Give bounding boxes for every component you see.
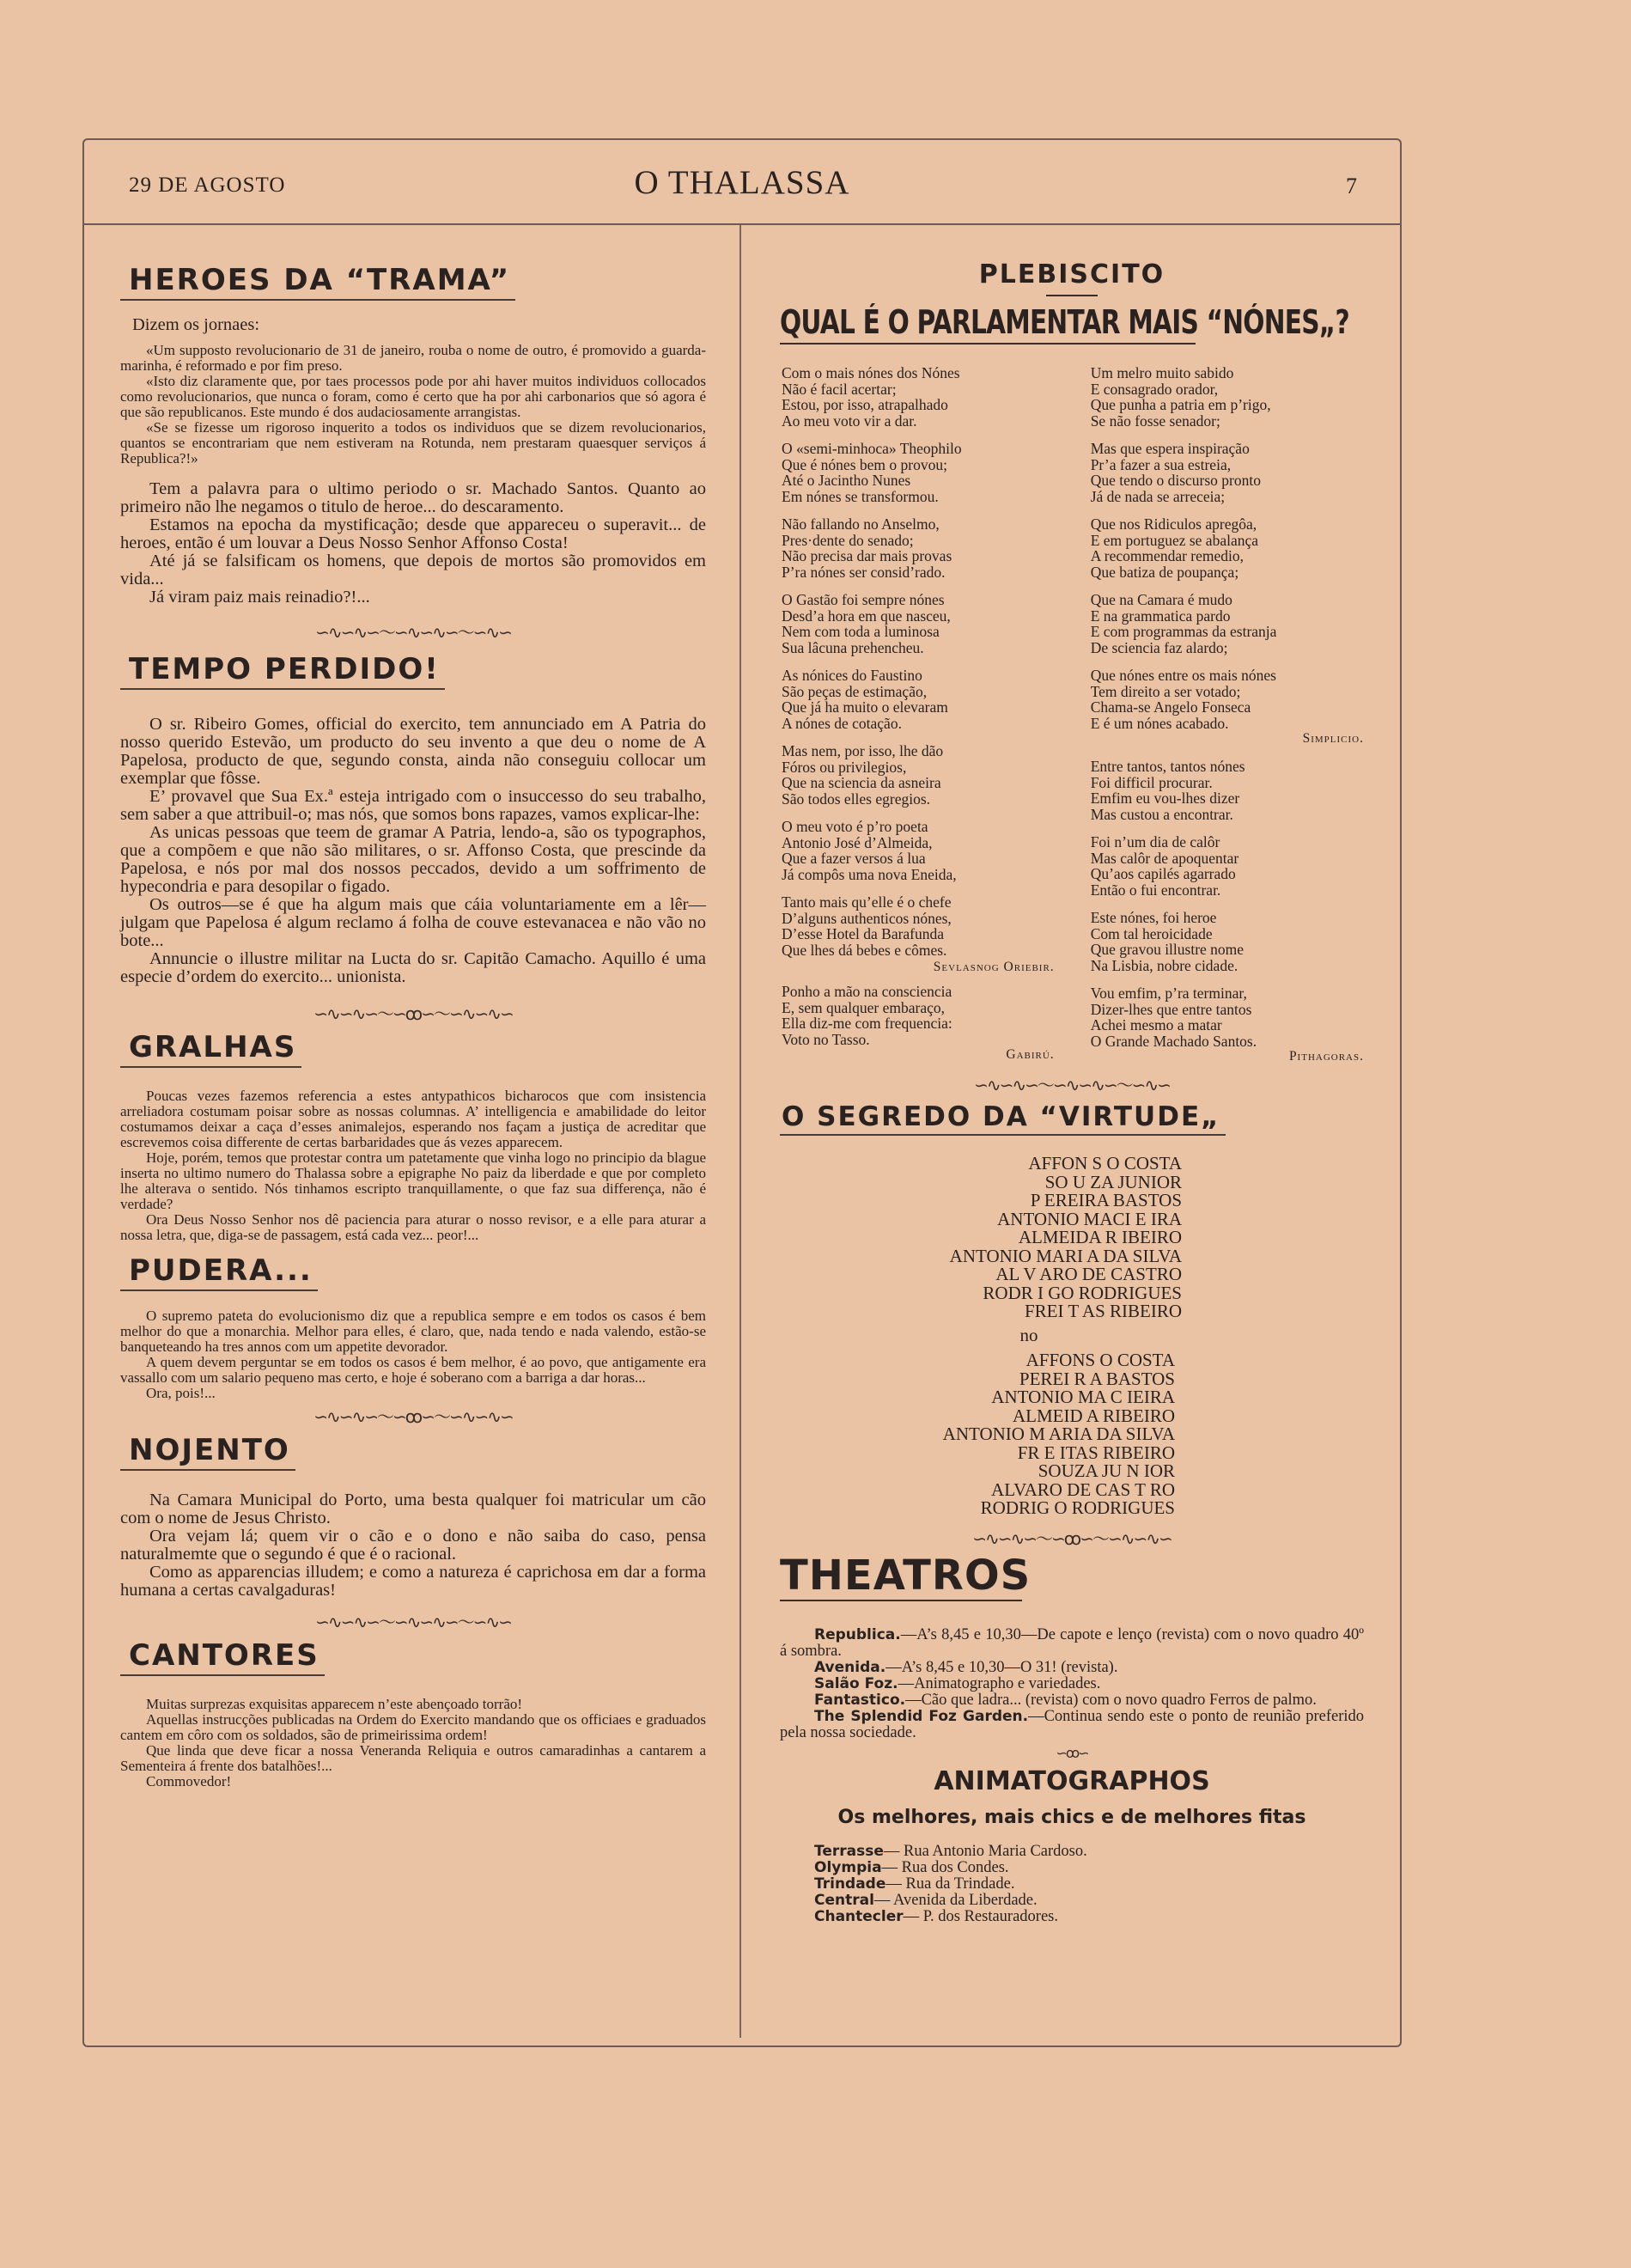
- theatre-info: —Cão que ladra... (revista) com o novo quadro Ferros de palmo.: [905, 1691, 1317, 1709]
- theatre-item: [780, 1709, 1364, 1741]
- theatre-info: —A’s 8,45 e 10,30—O 31! (revista).: [885, 1658, 1118, 1676]
- segredo-line: P EREIRA BASTOS: [1030, 1190, 1182, 1210]
- segredo-line: ANTONIO MA C IEIRA: [991, 1387, 1175, 1407]
- theatre-item: [780, 1676, 1364, 1692]
- rule: [1046, 295, 1098, 296]
- ornament-divider: ∽∿∽∿∽〜∽ꝏ∽〜∽∿∽∿∽: [313, 1003, 513, 1024]
- segredo-list2: [780, 1351, 1364, 1518]
- page-number: 7: [1346, 174, 1357, 198]
- segredo-line: ALMEIDA R IBEIRO: [1018, 1227, 1182, 1247]
- cinema-name: Central: [814, 1891, 874, 1909]
- newspaper-title: O THALASSA: [634, 164, 850, 201]
- body-paragraph: Como as apparencias illudem; e como a natureza é caprichosa em dar a forma humana a certas cavalgaduras!: [120, 1563, 706, 1600]
- section-nojento: [120, 1433, 706, 1600]
- stanza: Vou emfim, p’ra terminar, Dizer-lhes que entre tantos Achei mesmo a matar O Grande Machado Santos.: [1090, 985, 1257, 1050]
- section-segredo: [780, 1101, 1364, 1518]
- nojento-title: NOJENTO: [120, 1433, 295, 1471]
- section-heroes: [120, 263, 706, 607]
- heroes-quote: [120, 343, 706, 466]
- ornament-divider: ∽∿∽∿∽〜∽ꝏ∽〜∽∿∽∿∽: [972, 1527, 1172, 1549]
- quote-paragraph: «Se se fizesse um rigoroso inquerito a todos os individuos que se dizem revolucionarios, quantos se encontrariam que nem estiveram na Rotunda, nem prestaram quaesquer serviços á Republica?!»: [120, 419, 706, 466]
- stanza: Mas que espera inspiração Pr’a fazer a sua estreia, Que tendo o discurso pronto Já de nada se arreceia;: [1090, 440, 1261, 505]
- poem-column-left: [780, 365, 1080, 1064]
- tempo-body: [120, 716, 706, 986]
- segredo-line: FREI T AS RIBEIRO: [1024, 1301, 1182, 1321]
- theatre-name: Fantastico.: [814, 1691, 906, 1709]
- theatros-title: THEATROS: [780, 1551, 1032, 1600]
- segredo-no: no: [1019, 1324, 1038, 1345]
- signature: Pithagoras.: [1288, 1049, 1364, 1064]
- stanza: Foi n’um dia de calôr Mas calôr de apoquentar Qu’aos capilés agarrado Então o fui encontrar.: [1090, 833, 1239, 899]
- segredo-line: ALVARO DE CAS T RO: [991, 1478, 1175, 1500]
- theatre-item: [780, 1660, 1364, 1676]
- segredo-title: O SEGREDO DA “VIRTUDE„: [780, 1101, 1226, 1136]
- ornament-divider: ∽∿∽∿∽〜∽∿∽∿∽〜∽∿∽: [974, 1075, 1170, 1095]
- body-paragraph: Poucas vezes fazemos referencia a estes antypathicos bicharocos que com insistencia arreliadora costumam poisar sobre as nossas columnas. A’ intelligencia e amabilidade do leitor costumamos deixar a caça d’esses animalejos, esperando nos façam a justiça de acreditar que escrevemos coisa differente de certas barbaridades que ás vezes apparecem.: [120, 1088, 706, 1150]
- section-animatographos: [780, 1766, 1364, 1925]
- ornament-divider: ∽∿∽∿∽〜∽ꝏ∽〜∽∿∽∿∽: [313, 1406, 513, 1427]
- cinema-item: [814, 1909, 1364, 1925]
- body-paragraph: O supremo pateta do evolucionismo diz que a republica sempre e em todos os casos é bem melhor do que a monarchia. Melhor para elles, é claro, que, nada tendo e nada valendo, estão-se banqueteando ha tres annos com um appetite devorador.: [120, 1308, 706, 1355]
- body-paragraph: Na Camara Municipal do Porto, uma besta qualquer foi matricular um cão com o nome de Jesus Christo.: [120, 1491, 706, 1527]
- segredo-line: ANTONIO MARI A DA SILVA: [949, 1245, 1182, 1266]
- segredo-line: FR E ITAS RIBEIRO: [1017, 1442, 1175, 1463]
- ornament-divider: ∽∿∽∿∽〜∽∿∽∿∽〜∽∿∽: [315, 622, 511, 643]
- cinema-item: [814, 1860, 1364, 1876]
- stanza: Que nos Ridiculos apregôa, E em portuguez se abalança A recommendar remedio, Que batiza de poupança;: [1090, 515, 1259, 581]
- stanza: Mas nem, por isso, lhe dão Fóros ou privilegios, Que na sciencia da asneira São todos elles egregios.: [782, 742, 944, 808]
- theatre-name: Republica.: [814, 1625, 901, 1643]
- stanza: Com o mais nónes dos Nónes Não é facil acertar; Estou, por isso, atrapalhado Ao meu voto vir a dar.: [782, 364, 960, 430]
- cinema-name: Chantecler: [814, 1907, 904, 1925]
- stanza: Tanto mais qu’elle é o chefe D’alguns authenticos nónes, D’esse Hotel da Barafunda Que lhes dá bebes e cômes.: [782, 893, 952, 959]
- stanza: Este nónes, foi heroe Com tal heroicidade Que gravou illustre nome Na Lisbia, nobre cidade.: [1090, 909, 1245, 974]
- signature: Simplicio.: [1302, 731, 1364, 746]
- cantores-body: [120, 1697, 706, 1789]
- segredo-line: AFFON S O COSTA: [1028, 1153, 1182, 1174]
- body-paragraph: Hoje, porém, temos que protestar contra um patetamente que vinha logo no principio da blague inserta no ultimo numero do Thalassa sobre a epigraphe No paiz da liberdade e que por completo lhe alterava o sentido. Nós tinhamos escripto tranquillamente, o que faz sua differença, não é verdade?: [120, 1149, 706, 1212]
- segredo-line: ANTONIO M ARIA DA SILVA: [942, 1424, 1175, 1444]
- theatre-info: —Animatographo e variedades.: [898, 1674, 1101, 1692]
- segredo-line: AL V ARO DE CASTRO: [995, 1264, 1182, 1284]
- cinema-list: [780, 1844, 1364, 1925]
- heroes-title: HEROES DA “TRAMA”: [120, 263, 515, 301]
- body-paragraph: Estamos na epocha da mystificação; desde que appareceu o superavit... de heroes, então é um louvar a Deus Nosso Senhor Affonso Costa!: [120, 515, 706, 552]
- cinema-address: — P. dos Restauradores.: [903, 1907, 1058, 1925]
- section-gralhas: [120, 1030, 706, 1243]
- column-divider: [739, 225, 741, 2038]
- body-paragraph: Commovedor!: [146, 1773, 232, 1789]
- body-paragraph: A quem devem perguntar se em todos os casos é bem melhor, é ao povo, que antigamente era vassallo com um salario pequeno mas certo, e hoje é soberano com a barriga a dar horas...: [120, 1354, 706, 1386]
- body-paragraph: Que linda que deve ficar a nossa Veneranda Reliquia e outros camaradinhas a cantarem a Sementeira á frente dos batalhões!...: [120, 1742, 706, 1774]
- segredo-line: ANTONIO MACI E IRA: [997, 1208, 1182, 1229]
- animatographos-title: ANIMATOGRAPHOS: [934, 1765, 1210, 1796]
- cantores-title: CANTORES: [120, 1638, 325, 1676]
- stanza: Ponho a mão na consciencia E, sem qualquer embaraço, Ella diz-me com frequencia: Voto no Tasso.: [782, 983, 952, 1048]
- cinema-item: [814, 1844, 1364, 1860]
- issue-date: 29 DE AGOSTO: [129, 174, 286, 197]
- body-paragraph: Aquellas instrucções publicadas na Ordem do Exercito mandando que os officiaes e graduados cantem em côro com os soldados, são de primeirissima ordem!: [120, 1711, 706, 1743]
- section-tempo: [120, 652, 706, 986]
- stanza: Um melro muito sabido E consagrado orador, Que punha a patria em p’rigo, Se não fosse senador;: [1090, 364, 1271, 430]
- cinema-name: Terrasse: [814, 1842, 884, 1860]
- signature: Gabirú.: [1006, 1047, 1055, 1062]
- segredo-list1: [780, 1155, 1364, 1321]
- body-paragraph: Annuncie o illustre militar na Lucta do sr. Capitão Camacho. Aquillo é uma especie d’ordem do exercito... unionista.: [120, 949, 706, 986]
- animatographos-subtitle: Os melhores, mais chics e de melhores fitas: [837, 1806, 1306, 1828]
- stanza: O «semi-minhoca» Theophilo Que é nónes bem o provou; Até o Jacintho Nunes Em nónes se transformou.: [782, 440, 962, 505]
- segredo-line: PEREI R A BASTOS: [1019, 1368, 1175, 1389]
- segredo-line: SO U ZA JUNIOR: [1044, 1171, 1182, 1192]
- cinema-name: Trindade: [814, 1875, 886, 1893]
- ornament-divider: ∽ꝏ∽: [1056, 1744, 1088, 1761]
- rule: [780, 343, 1196, 344]
- poem-column-right: [1080, 365, 1364, 1064]
- theatre-item: [780, 1692, 1364, 1709]
- theatre-name: The Splendid Foz Garden.: [814, 1707, 1029, 1725]
- right-column: [780, 225, 1364, 1925]
- section-theatros: [780, 1552, 1364, 1741]
- segredo-line: RODR I GO RODRIGUES: [983, 1282, 1182, 1303]
- ornament-divider: ∽∿∽∿∽〜∽∿∽∿∽〜∽∿∽: [315, 1612, 511, 1632]
- cinema-address: — Rua da Trindade.: [885, 1875, 1015, 1893]
- theatre-item: [780, 1627, 1364, 1660]
- quote-paragraph: «Um supposto revolucionario de 31 de janeiro, rouba o nome de outro, é promovido a guarda-marinha, é reformado e por fim preso.: [120, 342, 706, 374]
- gralhas-title: GRALHAS: [120, 1030, 301, 1068]
- stanza: Entre tantos, tantos nónes Foi difficil procurar. Emfim eu vou-lhes dizer Mas custou a encontrar.: [1090, 758, 1245, 823]
- body-paragraph: Os outros—se é que ha algum mais que cáia voluntariamente em a lêr—julgam que Papelosa é algum reclamo á folha de couve estevanacea e não vão no bote...: [120, 895, 706, 950]
- pudera-body: [120, 1308, 706, 1401]
- stanza: O Gastão foi sempre nónes Desd’a hora em que nasceu, Nem com toda a luminosa Sua lâcuna prehencheu.: [782, 591, 951, 656]
- body-paragraph: As unicas pessoas que teem de gramar A Patria, lendo-a, são os typographos, que a compõem e que não são militares, o sr. Affonso Costa, que prescinde da Papelosa, e nós por mal dos nossos peccados, devido a um soffrimento de hypecondria e para desopilar o figado.: [120, 823, 706, 896]
- cinema-address: — Rua dos Condes.: [881, 1858, 1009, 1876]
- body-paragraph: Tem a palavra para o ultimo periodo o sr. Machado Santos. Quanto ao primeiro não lhe negamos o titulo de heroe... do descaramento.: [120, 479, 706, 516]
- segredo-line: ALMEID A RIBEIRO: [1013, 1405, 1175, 1426]
- section-pudera: [120, 1253, 706, 1401]
- theatre-info: —Continua sendo este o ponto de reunião preferido pela nossa sociedade.: [780, 1707, 1364, 1741]
- stanza: As nónices do Faustino São peças de estimação, Que já ha muito o elevaram A nónes de cotação.: [782, 667, 948, 732]
- body-paragraph: Ora vejam lá; quem vir o cão e o dono e não saiba do caso, pensa naturalmemte que o segundo é que é o racional.: [120, 1527, 706, 1564]
- gralhas-body: [120, 1088, 706, 1243]
- nojento-body: [120, 1491, 706, 1600]
- body-paragraph: Ora, pois!...: [146, 1385, 216, 1401]
- stanza: O meu voto é p’ro poeta Antonio José d’Almeida, Que a fazer versos á lua Já compôs uma nova Eneida,: [782, 818, 957, 883]
- body-paragraph: Muitas surprezas exquisitas apparecem n’este abençoado torrão!: [146, 1696, 523, 1712]
- body-paragraph: Ora Deus Nosso Senhor nos dê paciencia para aturar o nosso revisor, e a elle para aturar a nossa letra, que, diga-se de passagem, está cada vez... peor!...: [120, 1211, 706, 1243]
- page-header: [82, 163, 1402, 225]
- theatre-info: —A’s 8,45 e 10,30—De capote e lenço (revista) com o novo quadro 40º á sombra.: [780, 1625, 1364, 1660]
- stanza: Que na Camara é mudo E na grammatica pardo E com programmas da estranja De sciencia faz alardo;: [1090, 591, 1277, 656]
- theatre-name: Salão Foz.: [814, 1674, 898, 1692]
- heroes-intro: Dizem os jornaes:: [132, 315, 260, 334]
- plebiscito-title: PLEBISCITO: [978, 259, 1165, 290]
- theatros-list: [780, 1627, 1364, 1741]
- quote-paragraph: «Isto diz claramente que, por taes processos pode por ahi haver muitos individuos collocados como revolucionarios, que nunca o foram, como é certo que ha por ahi carbonarios que só agora é que são republicanos. Este mundo é dos audaciosamente arrangistas.: [120, 373, 706, 420]
- pudera-title: PUDERA...: [120, 1253, 318, 1291]
- stanza: Que nónes entre os mais nónes Tem direito a ser votado; Chama-se Angelo Fonseca E é um nónes acabado.: [1090, 667, 1276, 732]
- cinema-name: Olympia: [814, 1858, 882, 1876]
- cinema-item: [814, 1893, 1364, 1909]
- body-paragraph: O sr. Ribeiro Gomes, official do exercito, tem annunciado em A Patria do nosso querido Estevão, um producto do seu invento a que deu o nome de A Papelosa, producto de que, segundo consta, ainda não conseguiu collocar um exemplar que fôsse.: [120, 715, 706, 788]
- heroes-body: [120, 480, 706, 607]
- segredo-line: RODRIG O RODRIGUES: [980, 1497, 1175, 1518]
- cinema-address: — Avenida da Liberdade.: [873, 1891, 1038, 1909]
- cinema-item: [814, 1876, 1364, 1893]
- left-column: [120, 225, 706, 1789]
- stanza: Não fallando no Anselmo, Pres·dente do senado; Não precisa dar mais provas P’ra nónes ser consid’rado.: [782, 515, 952, 581]
- signature: Sevlasnog Oriebir.: [933, 960, 1055, 974]
- tempo-title: TEMPO PERDIDO!: [120, 652, 445, 690]
- cinema-address: — Rua Antonio Maria Cardoso.: [883, 1842, 1087, 1860]
- section-cantores: [120, 1638, 706, 1789]
- plebiscito-question: QUAL É O PARLAMENTAR MAIS “NÓNES„?: [780, 303, 1349, 341]
- poems-block: [780, 365, 1364, 1064]
- rule: [780, 1600, 1022, 1601]
- theatre-name: Avenida.: [814, 1658, 886, 1676]
- segredo-line: SOUZA JU N IOR: [1038, 1460, 1175, 1481]
- body-paragraph: E’ provavel que Sua Ex.ª esteja intrigado com o insuccesso do seu trabalho, sem saber a que attribuil-o; mas nós, que somos bons rapazes, vamos explicar-lhe:: [120, 787, 706, 824]
- body-paragraph: Já viram paiz mais reinadio?!...: [149, 588, 370, 607]
- segredo-line: AFFONS O COSTA: [1025, 1350, 1175, 1370]
- body-paragraph: Até já se falsificam os homens, que depois de mortos são promovidos em vida...: [120, 552, 706, 588]
